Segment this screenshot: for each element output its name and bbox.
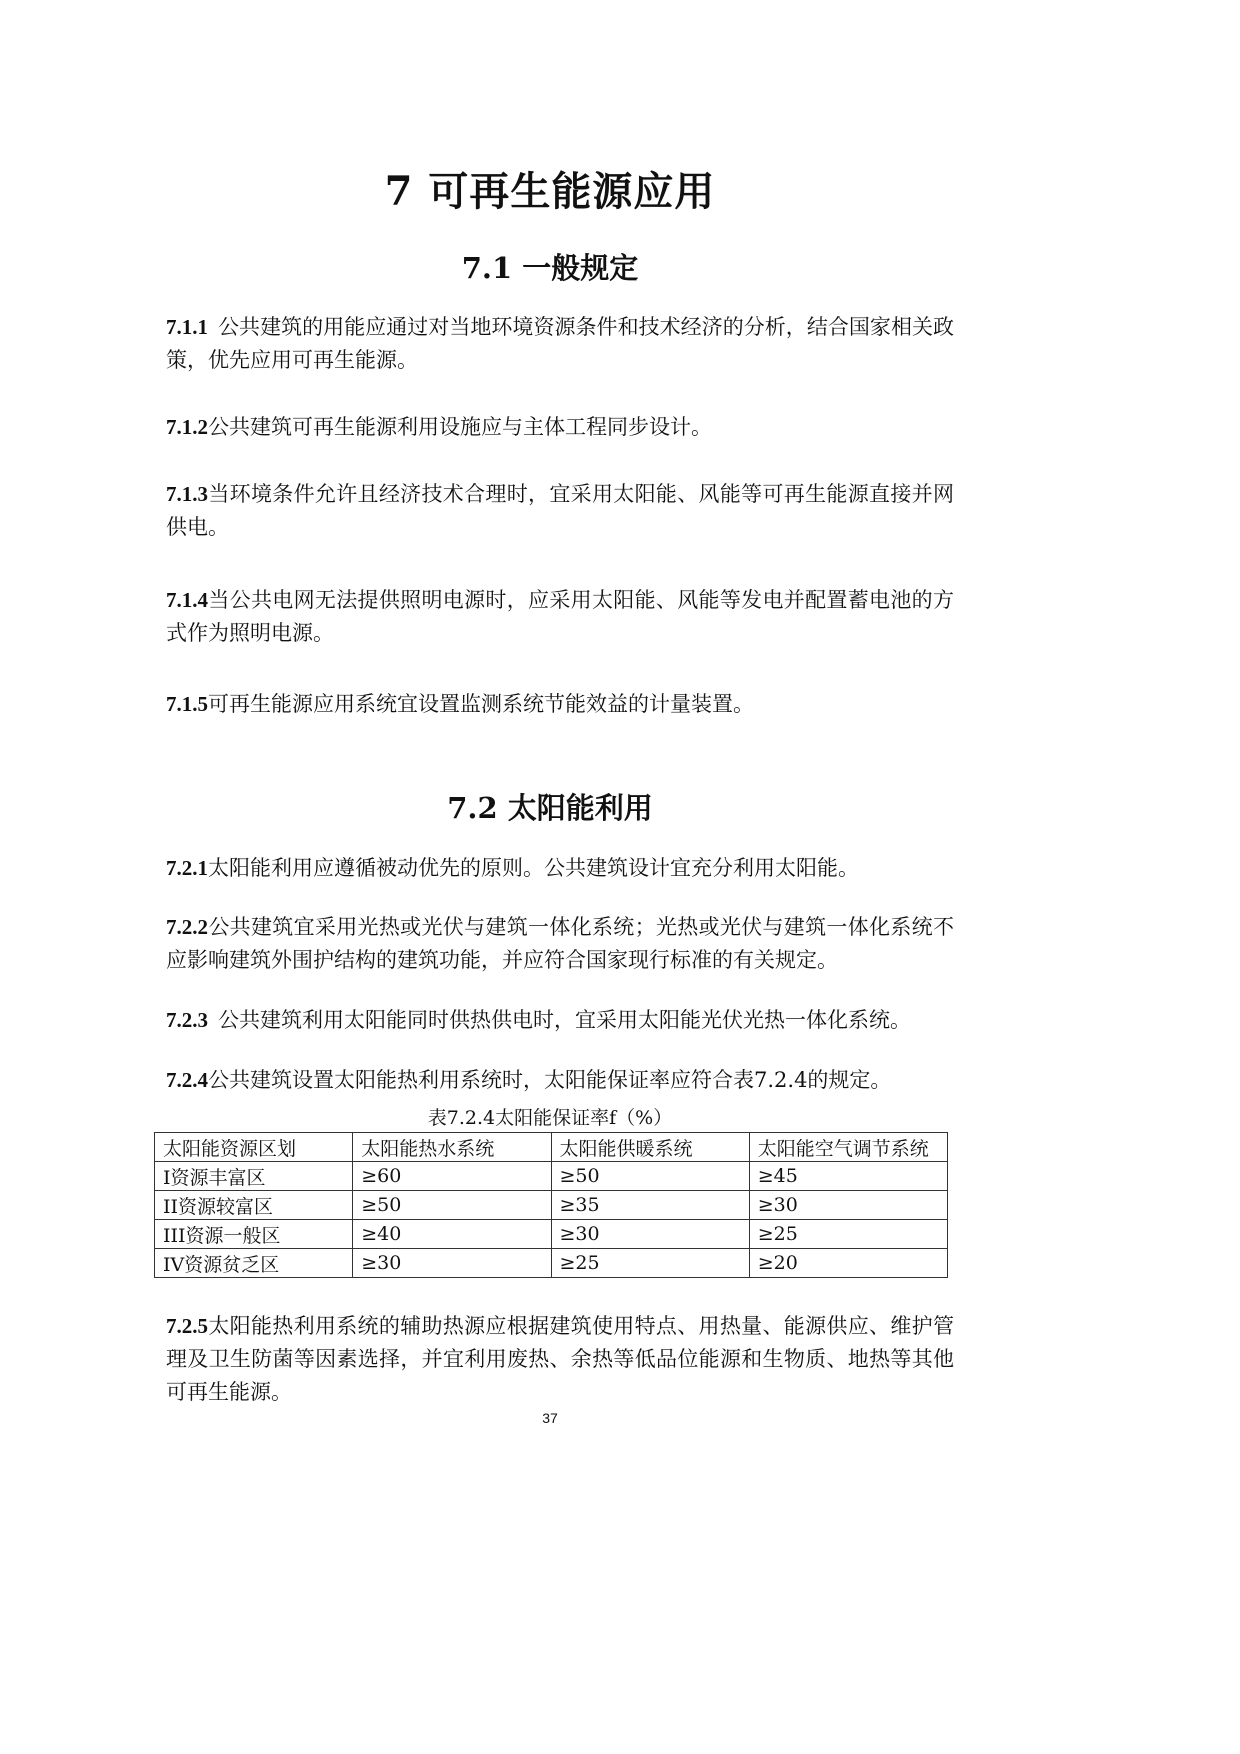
table-row [155, 1220, 948, 1249]
clause-text: 公共建筑利用太阳能同时供热供电时，宜采用太阳能光伏光热一体化系统。 [218, 1008, 911, 1032]
table-cell: ≥30 [353, 1249, 551, 1278]
clause-number: 7.1.5 [166, 692, 208, 716]
table-cell: ≥60 [353, 1162, 551, 1191]
table-header-cell: 太阳能资源区划 [155, 1133, 353, 1162]
clause-text: 当环境条件允许且经济技术合理时，宜采用太阳能、风能等可再生能源直接并网供电。 [166, 482, 954, 539]
clause-7-2-2 [166, 911, 954, 977]
clause-text: 公共建筑设置太阳能热利用系统时，太阳能保证率应符合表7.2.4的规定。 [208, 1068, 892, 1092]
clause-number: 7.2.2 [166, 915, 208, 939]
table-cell: II资源较富区 [155, 1191, 353, 1220]
clause-text: 太阳能热利用系统的辅助热源应根据建筑使用特点、用热量、能源供应、维护管理及卫生防菌等因素选择，并宜利用废热、余热等低品位能源和生物质、地热等其他可再生能源。 [166, 1314, 954, 1404]
chapter-title: 7 可再生能源应用 [384, 168, 716, 215]
table-header-cell: 太阳能空气调节系统 [749, 1133, 947, 1162]
clause-number: 7.1.4 [166, 588, 208, 612]
table-row [155, 1191, 948, 1220]
clause-7-1-1 [166, 311, 954, 377]
table-cell: ≥50 [551, 1162, 749, 1191]
clause-text: 可再生能源应用系统宜设置监测系统节能效益的计量装置。 [208, 692, 754, 716]
clause-7-2-4 [166, 1064, 954, 1097]
table-cell: III资源一般区 [155, 1220, 353, 1249]
table-cell: ≥40 [353, 1220, 551, 1249]
clause-7-1-4 [166, 584, 954, 650]
clause-text: 公共建筑可再生能源利用设施应与主体工程同步设计。 [208, 415, 712, 439]
table-header-row [155, 1133, 948, 1162]
table-cell: IV资源贫乏区 [155, 1249, 353, 1278]
table-cell: I资源丰富区 [155, 1162, 353, 1191]
page-number: 37 [542, 1410, 558, 1426]
clause-7-1-5 [166, 688, 954, 721]
clause-7-2-3 [166, 1004, 954, 1037]
table-cell: ≥25 [551, 1249, 749, 1278]
table-header-cell: 太阳能供暖系统 [551, 1133, 749, 1162]
table-cell: ≥25 [749, 1220, 947, 1249]
table-cell: ≥20 [749, 1249, 947, 1278]
table-cell: ≥35 [551, 1191, 749, 1220]
table-cell: ≥45 [749, 1162, 947, 1191]
table-cell: ≥30 [551, 1220, 749, 1249]
table-caption: 表7.2.4太阳能保证率f（%） [427, 1107, 673, 1129]
clause-number: 7.2.1 [166, 856, 208, 880]
table-row [155, 1249, 948, 1278]
clause-number: 7.2.3 [166, 1008, 208, 1032]
clause-7-1-3 [166, 478, 954, 544]
section-title-7-2: 7.2 太阳能利用 [447, 791, 653, 825]
clause-text: 公共建筑宜采用光热或光伏与建筑一体化系统；光热或光伏与建筑一体化系统不应影响建筑外围护结构的建筑功能，并应符合国家现行标准的有关规定。 [166, 915, 954, 972]
clause-number: 7.2.5 [166, 1314, 208, 1338]
section-title-7-1: 7.1 一般规定 [461, 251, 639, 285]
solar-guarantee-rate-table [154, 1132, 948, 1278]
table-header-cell: 太阳能热水系统 [353, 1133, 551, 1162]
clause-text: 当公共电网无法提供照明电源时，应采用太阳能、风能等发电并配置蓄电池的方式作为照明电源。 [166, 588, 954, 645]
clause-number: 7.2.4 [166, 1068, 208, 1092]
clause-number: 7.1.3 [166, 482, 208, 506]
clause-text: 太阳能利用应遵循被动优先的原则。公共建筑设计宜充分利用太阳能。 [208, 856, 859, 880]
clause-7-1-2 [166, 411, 954, 444]
table-cell: ≥30 [749, 1191, 947, 1220]
clause-number: 7.1.1 [166, 315, 208, 339]
table-cell: ≥50 [353, 1191, 551, 1220]
clause-text: 公共建筑的用能应通过对当地环境资源条件和技术经济的分析，结合国家相关政策，优先应用可再生能源。 [166, 315, 954, 372]
clause-number: 7.1.2 [166, 415, 208, 439]
clause-7-2-5 [166, 1310, 954, 1409]
clause-7-2-1 [166, 852, 954, 885]
table-row [155, 1162, 948, 1191]
